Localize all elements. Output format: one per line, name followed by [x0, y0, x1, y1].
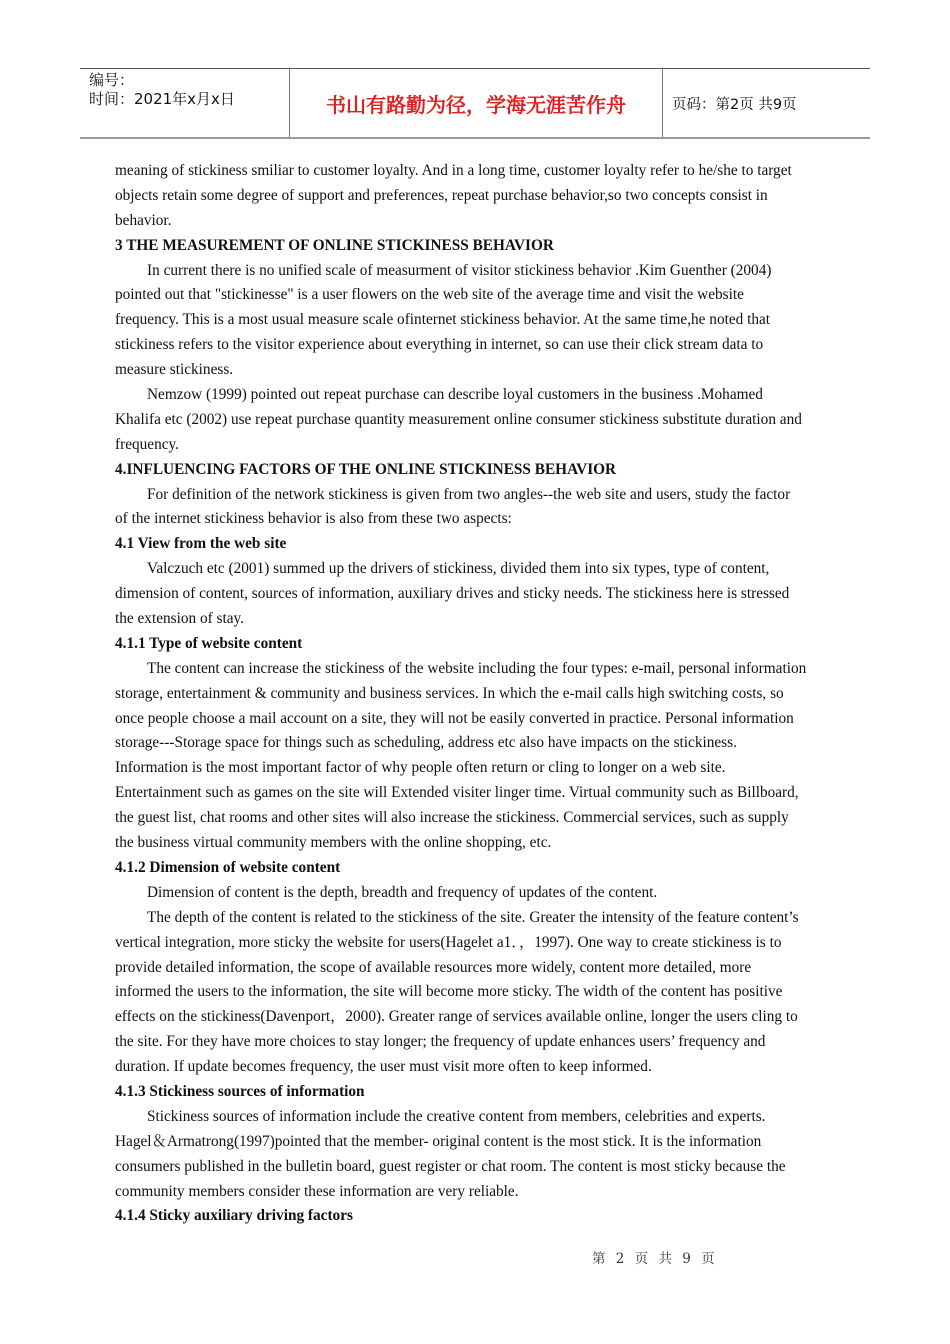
text-line: In current there is no unified scale of measurment of visitor stickiness behavior .Kim Guenther (2004) [147, 261, 772, 279]
text-line: For definition of the network stickiness is given from two angles--the web site and users, study the factor [147, 485, 791, 503]
heading-text: 4.1.1 Type of website content [115, 634, 303, 652]
paragraph [115, 259, 845, 383]
text-line: storage---Storage space for things such as scheduling, address etc also have impacts on the stickiness. [115, 734, 737, 752]
text-line: frequency. This is a most usual measure scale ofinternet stickiness behavior. At the same time,he noted that [115, 311, 771, 329]
text-line: community members consider these information are very reliable. [115, 1182, 519, 1200]
text-line: stickiness refers to the visitor experience about everything in internet, so can use their click stream data to [115, 336, 764, 354]
section-heading [115, 1080, 845, 1105]
section-heading [115, 532, 845, 557]
text-line: objects retain some degree of support and preferences, repeat purchase behavior,so two concepts consist in [115, 186, 768, 204]
heading-text: 4.1.2 Dimension of website content [115, 858, 341, 876]
page-footer: 第 2 页 共 9 页 [592, 1251, 718, 1267]
page-header [80, 68, 870, 139]
text-line: pointed out that "stickinesse" is a user flowers on the web site of the average time and visit the website [115, 286, 744, 304]
text-line: Khalifa etc (2002) use repeat purchase quantity measurement online consumer stickiness substitute duration and [115, 410, 802, 428]
text-line: Stickiness sources of information include the creative content from members, celebrities and experts. [147, 1107, 766, 1125]
paragraph [115, 557, 845, 632]
heading-text: 3 THE MEASUREMENT OF ONLINE STICKINESS BEHAVIOR [115, 236, 554, 254]
paragraph [115, 657, 845, 856]
text-line: effects on the stickiness(Davenport，2000). Greater range of services available online, longer the users cling to [115, 1008, 798, 1026]
section-heading [115, 1204, 845, 1229]
text-line: measure stickiness. [115, 361, 234, 379]
text-line: behavior. [115, 211, 172, 229]
text-line: Nemzow (1999) pointed out repeat purchase can describe loyal customers in the business .Mohamed [147, 386, 763, 404]
text-line: the business virtual community members with the online shopping, etc. [115, 834, 552, 852]
paragraph [115, 1105, 845, 1205]
heading-text: 4.1 View from the web site [115, 535, 287, 553]
text-line: Hagel＆Armatrong(1997)pointed that the member- original content is the most stick. It is the information [115, 1132, 762, 1150]
text-line: Information is the most important factor of why people often return or cling to longer on a web site. [115, 759, 726, 777]
text-line: consumers published in the bulletin board, guest register or chat room. The content is most sticky because the [115, 1157, 786, 1175]
text-line: provide detailed information, the scope of available resources more widely, content more detailed, more [115, 958, 752, 976]
text-line: Valczuch etc (2001) summed up the drivers of stickiness, divided them into six types, type of content, [147, 560, 770, 578]
text-line: duration. If update becomes frequency, the user must visit more often to keep informed. [115, 1058, 652, 1076]
heading-text: 4.1.4 Sticky auxiliary driving factors [115, 1207, 353, 1225]
number-label: 编号： [89, 71, 135, 89]
section-heading [115, 856, 845, 881]
text-line: dimension of content, sources of information, auxiliary drives and sticky needs. The stickiness here is stressed [115, 585, 790, 603]
paragraph [115, 906, 845, 1080]
heading-text: 4.INFLUENCING FACTORS OF THE ONLINE STICKINESS BEHAVIOR [115, 460, 617, 478]
text-line: meaning of stickiness smiliar to customer loyalty. And in a long time, customer loyalty refer to he/she to target [115, 162, 792, 179]
header-page-label: 页码：第2页 共9页 [672, 96, 797, 113]
date-label: 时间：2021年x月x日 [89, 90, 235, 108]
text-line: The depth of the content is related to the stickiness of the site. Greater the intensity of the feature content’s [147, 908, 799, 926]
paragraph [115, 483, 845, 533]
text-line: storage, entertainment & community and business services. In which the e-mail calls high switching costs, so [115, 684, 784, 702]
heading-text: 4.1.3 Stickiness sources of information [115, 1082, 365, 1100]
text-line: of the internet stickiness behavior is also from these two aspects: [115, 510, 512, 528]
text-line: frequency. [115, 435, 179, 453]
header-motto: 书山有路勤为径，学海无涯苦作舟 [290, 69, 663, 137]
paragraph [115, 881, 845, 906]
text-line: vertical integration, more sticky the website for users(Hagelet a1．，1997). One way to create stickiness is to [115, 933, 782, 951]
paragraph [115, 383, 845, 458]
text-line: the extension of stay. [115, 610, 245, 628]
text-line: once people choose a mail account on a site, they will not be easily converted in practice. Personal information [115, 709, 794, 727]
text-line: the site. For they have more choices to stay longer; the frequency of update enhances users’ frequency and [115, 1033, 766, 1051]
text-line: informed the users to the information, the site will become more sticky. The width of the content has positive [115, 983, 783, 1001]
header-info-cell [80, 69, 290, 137]
paragraph [115, 159, 845, 234]
text-line: The content can increase the stickiness of the website including the four types: e-mail, personal information [147, 659, 807, 677]
text-line: Dimension of content is the depth, breadth and frequency of updates of the content. [147, 883, 658, 901]
section-heading [115, 458, 845, 483]
text-line: Entertainment such as games on the site will Extended visiter linger time. Virtual community such as Billboard, [115, 784, 799, 802]
text-line: the guest list, chat rooms and other sites will also increase the stickiness. Commercial services, such as supply [115, 809, 789, 827]
section-heading [115, 234, 845, 259]
section-heading [115, 632, 845, 657]
document-body [115, 159, 845, 1229]
